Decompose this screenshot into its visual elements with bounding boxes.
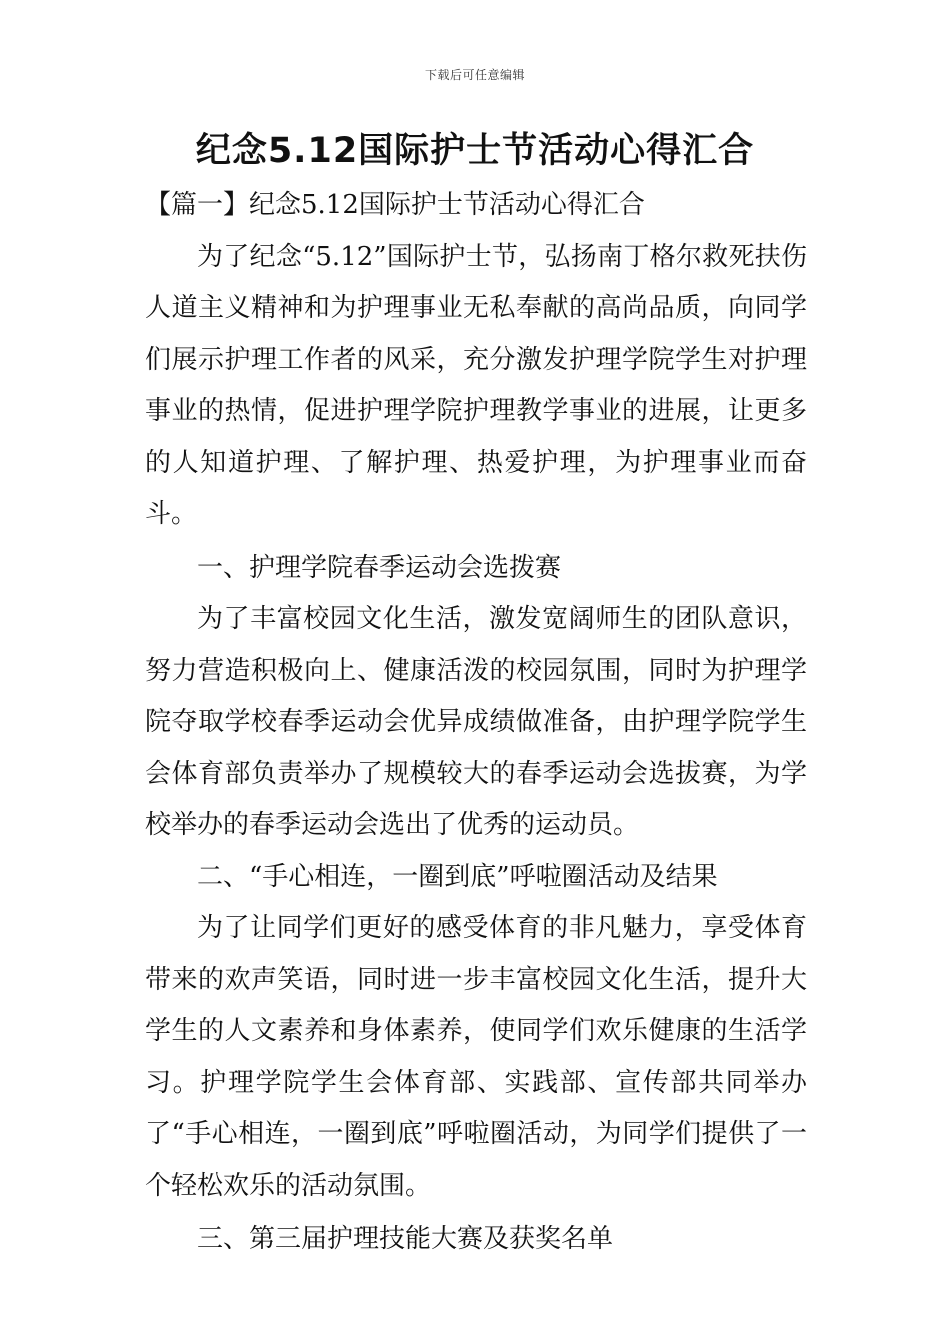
paragraph-section-1: 为了丰富校园文化生活，激发宽阔师生的团队意识，努力营造积极向上、健康活泼的校园氛围，同时为护理学院夺取学校春季运动会优异成绩做准备，由护理学院学生会体育部负责举办了规模较大的春季运动会选拔赛，为学校举办的春季运动会选出了优秀的运动员。: [145, 604, 807, 840]
section-heading-1: 一、护理学院春季运动会选拨赛: [197, 552, 562, 583]
paragraph-intro: 为了纪念“5.12”国际护士节，弘扬南丁格尔救死扶伤人道主义精神和为护理事业无私奉献的高尚品质，向同学们展示护理工作者的风采，充分激发护理学院学生对护理事业的热情，促进护理学院护理教学事业的进展，让更多的人知道护理、了解护理、热爱护理，为护理事业而奋斗。: [145, 241, 807, 529]
section-heading-2: 二、“手心相连，一圈到底”呼啦圈活动及结果: [197, 861, 718, 892]
paragraph-section-2: 为了让同学们更好的感受体育的非凡魅力，享受体育带来的欢声笑语，同时进一步丰富校园文化生活，提升大学生的人文素养和身体素养，使同学们欢乐健康的生活学习。护理学院学生会体育部、实践部、宣传部共同举办了“手心相连，一圈到底”呼啦圈活动，为同学们提供了一个轻松欢乐的活动氛围。: [145, 913, 807, 1201]
section-subtitle: 【篇一】纪念5.12国际护士节活动心得汇合: [145, 190, 645, 220]
document-body: [145, 180, 807, 1266]
section-heading-3: 三、第三届护理技能大赛及获奖名单: [197, 1224, 614, 1254]
document-title: 纪念5.12国际护士节活动心得汇合: [195, 131, 755, 171]
header-note: 下载后可任意编辑: [424, 68, 525, 82]
